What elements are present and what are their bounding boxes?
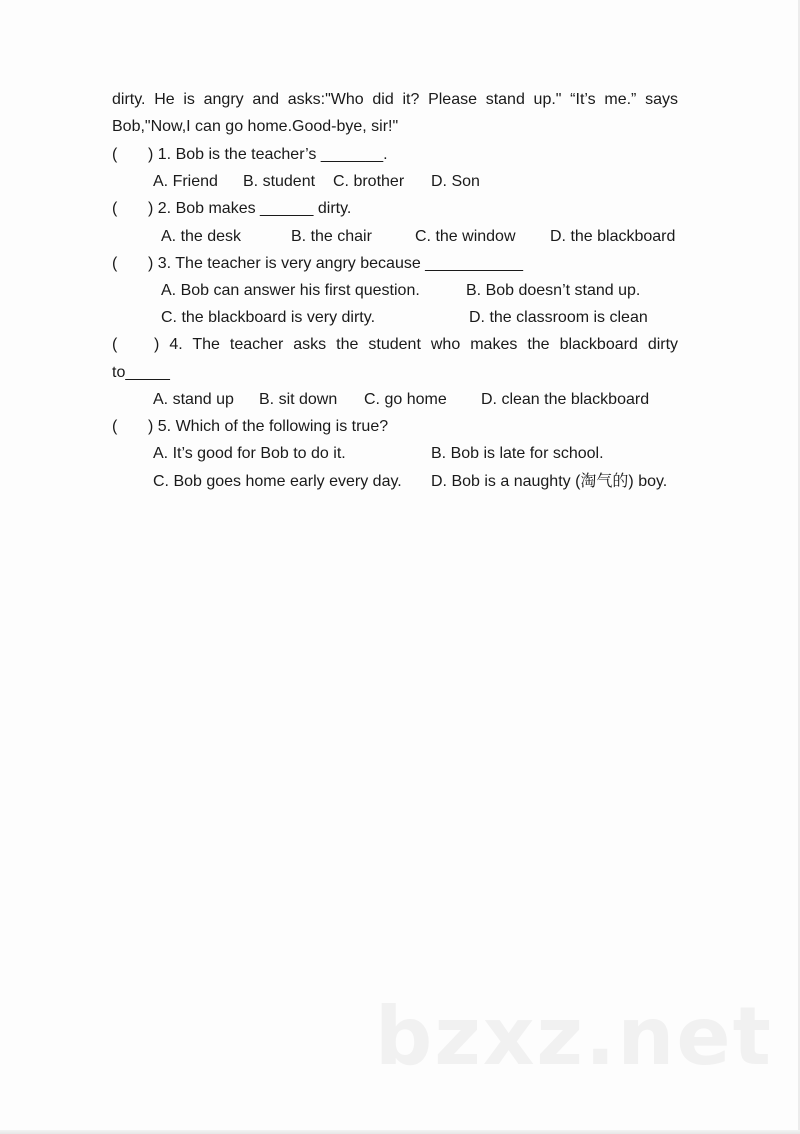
- passage-line-1: dirty. He is angry and asks:"Who did it? Please stand up." “It’s me.” says: [112, 91, 678, 108]
- answer-paren-4: (: [112, 336, 118, 353]
- answer-paren-2: (: [112, 200, 118, 217]
- q1-option-d: D. Son: [431, 173, 480, 190]
- q4-option-b: B. sit down: [259, 391, 338, 408]
- q2-option-b: B. the chair: [291, 228, 372, 245]
- q3-option-c: C. the blackboard is very dirty.: [161, 309, 376, 326]
- q2-option-c: C. the window: [415, 228, 516, 245]
- watermark: bzxz.net: [375, 990, 773, 1083]
- q4-option-a: A. stand up: [153, 391, 234, 408]
- question-1-text: ) 1. Bob is the teacher’s _______.: [148, 146, 388, 163]
- q2-option-d: D. the blackboard: [550, 228, 676, 245]
- page-edge-bottom: [0, 1130, 800, 1134]
- q5-option-a: A. It’s good for Bob to do it.: [153, 445, 346, 462]
- question-4-text-cont: to_____: [112, 364, 170, 381]
- q5-option-d: D. Bob is a naughty (淘气的) boy.: [431, 473, 668, 490]
- answer-paren-5: (: [112, 418, 118, 435]
- q2-option-a: A. the desk: [161, 228, 242, 245]
- passage-line-2: Bob,"Now,I can go home.Good-bye, sir!": [112, 118, 399, 135]
- q4-option-d: D. clean the blackboard: [481, 391, 650, 408]
- question-3-text: ) 3. The teacher is very angry because ___________: [148, 255, 524, 272]
- answer-paren-1: (: [112, 146, 118, 163]
- q1-option-a: A. Friend: [153, 173, 218, 190]
- question-5-text: ) 5. Which of the following is true?: [148, 418, 389, 435]
- q4-option-c: C. go home: [364, 391, 447, 408]
- answer-paren-3: (: [112, 255, 118, 272]
- q5-option-c: C. Bob goes home early every day.: [153, 473, 402, 490]
- q3-option-d: D. the classroom is clean: [469, 309, 648, 326]
- q5-option-b: B. Bob is late for school.: [431, 445, 604, 462]
- question-4-text: ) 4. The teacher asks the student who makes the blackboard dirty: [154, 336, 679, 353]
- q1-option-b: B. student: [243, 173, 316, 190]
- question-2-text: ) 2. Bob makes ______ dirty.: [148, 200, 352, 217]
- q1-option-c: C. brother: [333, 173, 405, 190]
- q3-option-b: B. Bob doesn’t stand up.: [466, 282, 641, 299]
- q3-option-a: A. Bob can answer his first question.: [161, 282, 420, 299]
